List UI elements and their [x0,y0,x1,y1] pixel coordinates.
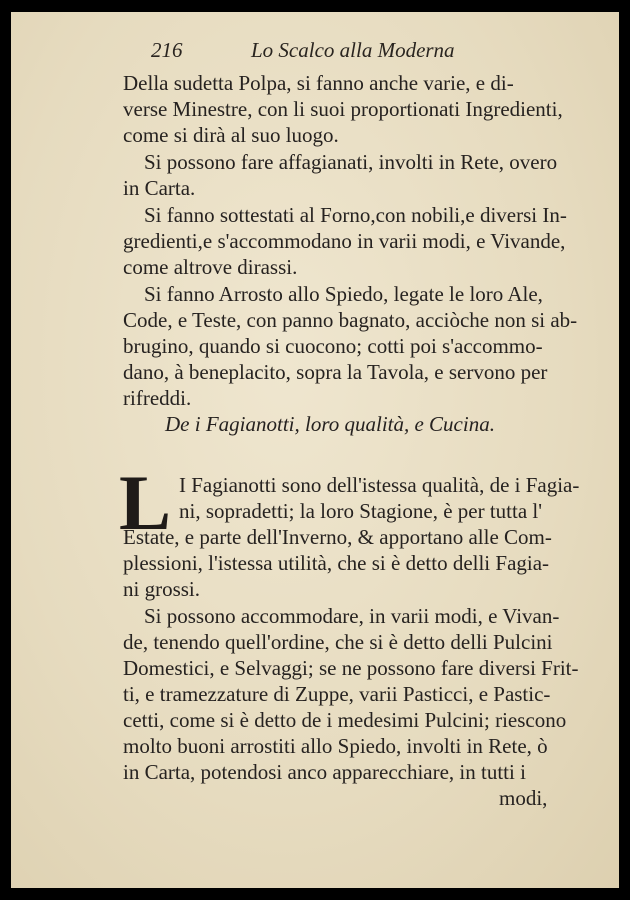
text-line: in Carta. [123,176,196,200]
text-line: cetti, come si è detto de i medesimi Pulcini; riescono [123,708,567,732]
running-title: Lo Scalco alla Moderna [251,38,455,62]
text-line: molto buoni arrostiti allo Spiedo, involti in Rete, ò [123,734,548,758]
text-line: Si possono accommodare, in varii modi, e Vivan- [144,604,560,628]
text-line: dano, à beneplacito, sopra la Tavola, e servono per [123,360,548,384]
text-line: ti, e tramezzature di Zuppe, varii Pasticci, e Pastic- [123,682,551,706]
text-line: Della sudetta Polpa, si fanno anche varie, e di- [123,71,514,95]
text-line: brugino, quando si cuocono; cotti poi s'accommo- [123,334,543,358]
text-line: Si fanno Arrosto allo Spiedo, legate le loro Ale, [144,282,543,306]
text-line: rifreddi. [123,386,192,410]
text-line: gredienti,e s'accommodano in varii modi, e Vivande, [123,229,566,253]
text-line: Estate, e parte dell'Inverno, & apportano alle Com- [123,525,552,549]
text-line: Code, e Teste, con panno bagnato, acciòche non si ab- [123,308,578,332]
text-line: ni grossi. [123,577,201,601]
text-line: Si possono fare affagianati, involti in Rete, overo [144,150,558,174]
section-heading: De i Fagianotti, loro qualità, e Cucina. [165,412,495,436]
text-line: I Fagianotti sono dell'istessa qualità, de i Fagia- [179,473,580,497]
text-line: come si dirà al suo luogo. [123,123,339,147]
catchword: modi, [499,786,548,810]
text-line: Domestici, e Selvaggi; se ne possono fare diversi Frit- [123,656,579,680]
text-line: verse Minestre, con li suoi proportionati Ingredienti, [123,97,563,121]
text-line: plessioni, l'istessa utilità, che si è detto delli Fagia- [123,551,550,575]
book-page [11,12,619,888]
drop-cap: L [119,459,172,546]
text-line: come altrove dirassi. [123,255,298,279]
text-line: ni, sopradetti; la loro Stagione, è per tutta l' [179,499,543,523]
running-head [11,38,619,68]
text-line: in Carta, potendosi anco apparecchiare, in tutti i [123,760,526,784]
text-line: de, tenendo quell'ordine, che si è detto delli Pulcini [123,630,553,654]
text-line: Si fanno sottestati al Forno,con nobili,e diversi In- [144,203,567,227]
page-number: 216 [151,38,183,62]
